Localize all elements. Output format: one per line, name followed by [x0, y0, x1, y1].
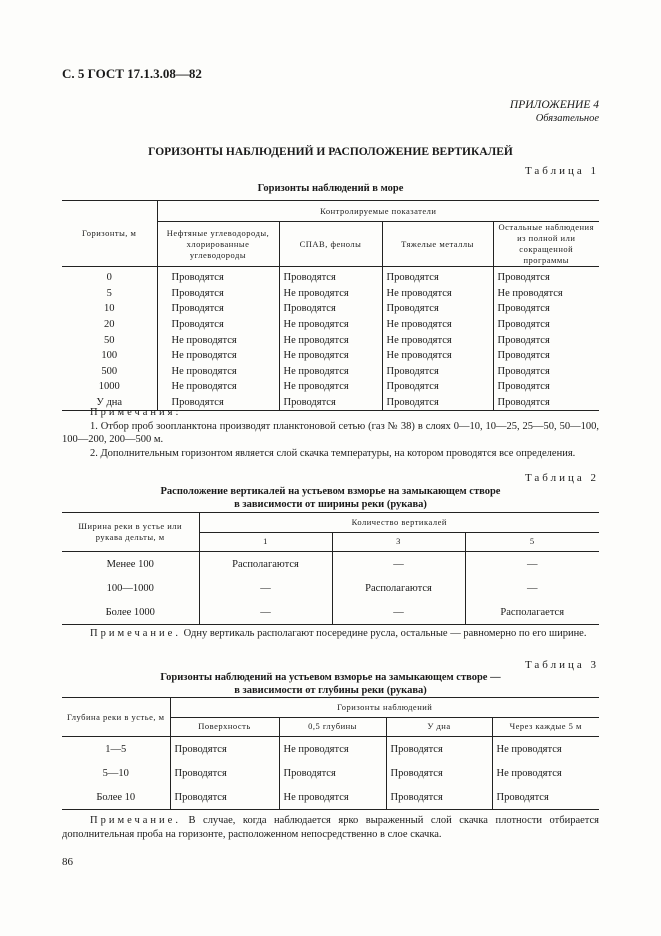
table1-label: Таблица 1 — [524, 165, 599, 177]
table-cell: Проводятся — [382, 395, 493, 411]
table-cell: 5—10 — [62, 761, 170, 785]
table2-col-header: 1 — [199, 532, 332, 552]
table2-col0-header: Ширина реки в устье или рукава дельты, м — [62, 513, 199, 552]
table-cell: Более 10 — [62, 785, 170, 810]
table3-title-line1: Горизонты наблюдений на устьевом взморье на замыкающем створе — — [160, 672, 501, 683]
table-cell: 500 — [62, 364, 157, 380]
table-cell: Не проводятся — [279, 332, 382, 348]
table-cell: Проводятся — [497, 303, 550, 315]
table-row — [62, 332, 599, 348]
table-row — [62, 267, 599, 286]
table-cell: 100—1000 — [62, 576, 199, 600]
table-cell: Не проводятся — [279, 286, 382, 302]
table2-label: Таблица 2 — [524, 472, 599, 484]
table-cell: 10 — [62, 301, 157, 317]
table1-notes — [62, 406, 599, 460]
table-cell: Не проводятся — [279, 317, 382, 333]
table-cell: Не проводятся — [157, 332, 279, 348]
table2-note — [62, 627, 599, 641]
table-cell: — — [332, 600, 465, 625]
table-cell: У дна — [62, 395, 157, 411]
table-cell: — — [527, 558, 538, 570]
table-cell: Проводятся — [279, 267, 382, 286]
table-cell: Не проводятся — [279, 785, 386, 810]
table-cell: Менее 100 — [62, 552, 199, 577]
table-cell: Проводятся — [497, 381, 550, 393]
table-cell: Не проводятся — [157, 364, 279, 380]
table3-note-text: В случае, когда наблюдается ярко выраженный слой скачка плотности отбирается дополнительная проба на горизонте, расположенном непосредственно в слое скачка. — [62, 815, 599, 840]
page-header: С. 5 ГОСТ 17.1.3.08—82 — [62, 66, 202, 81]
table3-label: Таблица 3 — [524, 659, 599, 671]
table-row — [62, 600, 599, 625]
table-cell: 50 — [62, 332, 157, 348]
table-cell: Проводятся — [279, 761, 386, 785]
table-cell: Проводятся — [279, 395, 382, 411]
table-cell: Не проводятся — [496, 743, 562, 755]
table-row — [62, 552, 599, 577]
table-cell: Не проводятся — [279, 379, 382, 395]
table-cell: Не проводятся — [157, 348, 279, 364]
table1-col-header: Остальные наблюдения из полной или сокращенной программы — [493, 222, 599, 267]
table-cell: 1—5 — [62, 737, 170, 762]
table-cell: Проводятся — [493, 395, 599, 411]
table-cell: — — [199, 576, 332, 600]
table-cell: Проводятся — [382, 301, 493, 317]
table2-note-text: Одну вертикаль располагают посередине русла, остальные — равномерно по его ширине. — [183, 628, 587, 639]
table1-note-1: 1. Отбор проб зоопланктона производят планктоновой сетью (газ № 38) в слоях 0—10, 10—25, 25—50, 50—100, 100—200, 200—500 м. — [62, 420, 599, 445]
page-number: 86 — [62, 856, 73, 868]
table-cell: Проводятся — [279, 301, 382, 317]
table3-col-header: У дна — [386, 717, 492, 737]
table-cell: Не проводятся — [279, 364, 382, 380]
table1-col-header: Нефтяные углеводороды, хлорированные углеводороды — [157, 222, 279, 267]
table-row — [62, 317, 599, 333]
table3-note-label: Примечание. — [90, 815, 181, 826]
table-cell: Проводятся — [492, 785, 599, 810]
table-cell: Располагаются — [199, 552, 332, 577]
table1-col-header: Тяжелые металлы — [382, 222, 493, 267]
table-cell: — — [527, 582, 538, 594]
table3-note — [62, 814, 599, 841]
table-cell: Не проводятся — [497, 287, 563, 299]
table3 — [62, 697, 599, 810]
table2-group-header: Количество вертикалей — [199, 513, 599, 533]
table1-col0-header: Горизонты, м — [62, 201, 157, 267]
table-cell: Не проводятся — [382, 286, 493, 302]
table2-title — [62, 485, 599, 511]
table-row — [62, 348, 599, 364]
table-cell: Располагаются — [332, 576, 465, 600]
table-cell: Проводятся — [497, 272, 550, 284]
table-row — [62, 364, 599, 380]
table-cell: — — [199, 600, 332, 625]
table-row — [62, 286, 599, 302]
table-cell: Проводятся — [497, 334, 550, 346]
table-cell: Проводятся — [157, 395, 279, 411]
table3-col-header: Через каждые 5 м — [492, 717, 599, 737]
table-cell: Не проводятся — [382, 317, 493, 333]
table2-col-header: 5 — [465, 532, 599, 552]
table-cell: Проводятся — [497, 319, 550, 331]
table3-col0-header: Глубина реки в устье, м — [62, 698, 170, 737]
table-cell: Проводятся — [386, 761, 492, 785]
table-row — [62, 737, 599, 762]
table-row — [62, 785, 599, 810]
table3-col-header: Поверхность — [170, 717, 279, 737]
table-cell: Не проводятся — [279, 348, 382, 364]
table-cell: Проводятся — [497, 350, 550, 362]
table-cell: Проводятся — [382, 364, 493, 380]
table2-title-line2: в зависимости от ширины реки (рукава) — [234, 499, 427, 510]
table-row — [62, 761, 599, 785]
table1-notes-heading: Примечания: — [90, 407, 182, 418]
table-cell: Проводятся — [170, 785, 279, 810]
table3-group-header: Горизонты наблюдений — [170, 698, 599, 718]
table3-title-line2: в зависимости от глубины реки (рукава) — [234, 685, 427, 696]
table-cell: 1000 — [62, 379, 157, 395]
table-cell: Не проводятся — [382, 348, 493, 364]
table-row — [62, 576, 599, 600]
table-cell: Не проводятся — [279, 737, 386, 762]
table3-col-header: 0,5 глубины — [279, 717, 386, 737]
table-cell: Проводятся — [382, 267, 493, 286]
table-cell: Проводятся — [170, 761, 279, 785]
table-cell: Располагается — [465, 600, 599, 625]
table3-title — [62, 671, 599, 697]
appendix-block — [510, 98, 599, 126]
table-cell: Проводятся — [382, 379, 493, 395]
table1-note-2: 2. Дополнительным горизонтом является слой скачка температуры, на котором проводятся все определения. — [90, 447, 576, 459]
table-cell: Проводятся — [386, 737, 492, 762]
table-cell: Проводятся — [157, 267, 279, 286]
table-cell: Проводятся — [170, 737, 279, 762]
appendix-title: ПРИЛОЖЕНИЕ 4 — [509, 99, 599, 111]
table-cell: Не проводятся — [157, 379, 279, 395]
table-row — [62, 379, 599, 395]
table-cell: 100 — [62, 348, 157, 364]
table1-col-header: СПАВ, фенолы — [279, 222, 382, 267]
table-row — [62, 301, 599, 317]
table-cell: Проводятся — [386, 785, 492, 810]
table-cell: Проводятся — [157, 301, 279, 317]
table-cell: Проводятся — [157, 317, 279, 333]
table2-note-label: Примечание. — [90, 628, 181, 639]
table1-title: Горизонты наблюдений в море — [257, 183, 404, 194]
table-cell: Более 1000 — [62, 600, 199, 625]
table-cell: 0 — [62, 267, 157, 286]
appendix-note: Обязательное — [535, 113, 599, 124]
table2 — [62, 512, 599, 625]
main-title: ГОРИЗОНТЫ НАБЛЮДЕНИЙ И РАСПОЛОЖЕНИЕ ВЕРТИКАЛЕЙ — [148, 146, 513, 158]
table-cell: 20 — [62, 317, 157, 333]
table2-col-header: 3 — [332, 532, 465, 552]
table-cell: Не проводятся — [496, 767, 562, 779]
table-cell: 5 — [62, 286, 157, 302]
table-cell: Проводятся — [157, 286, 279, 302]
table1 — [62, 200, 599, 411]
table-cell: Не проводятся — [382, 332, 493, 348]
table-cell: — — [332, 552, 465, 577]
table-cell: Проводятся — [497, 365, 550, 377]
table2-title-line1: Расположение вертикалей на устьевом взморье на замыкающем створе — [160, 486, 501, 497]
table1-group-header: Контролируемые показатели — [157, 201, 599, 222]
